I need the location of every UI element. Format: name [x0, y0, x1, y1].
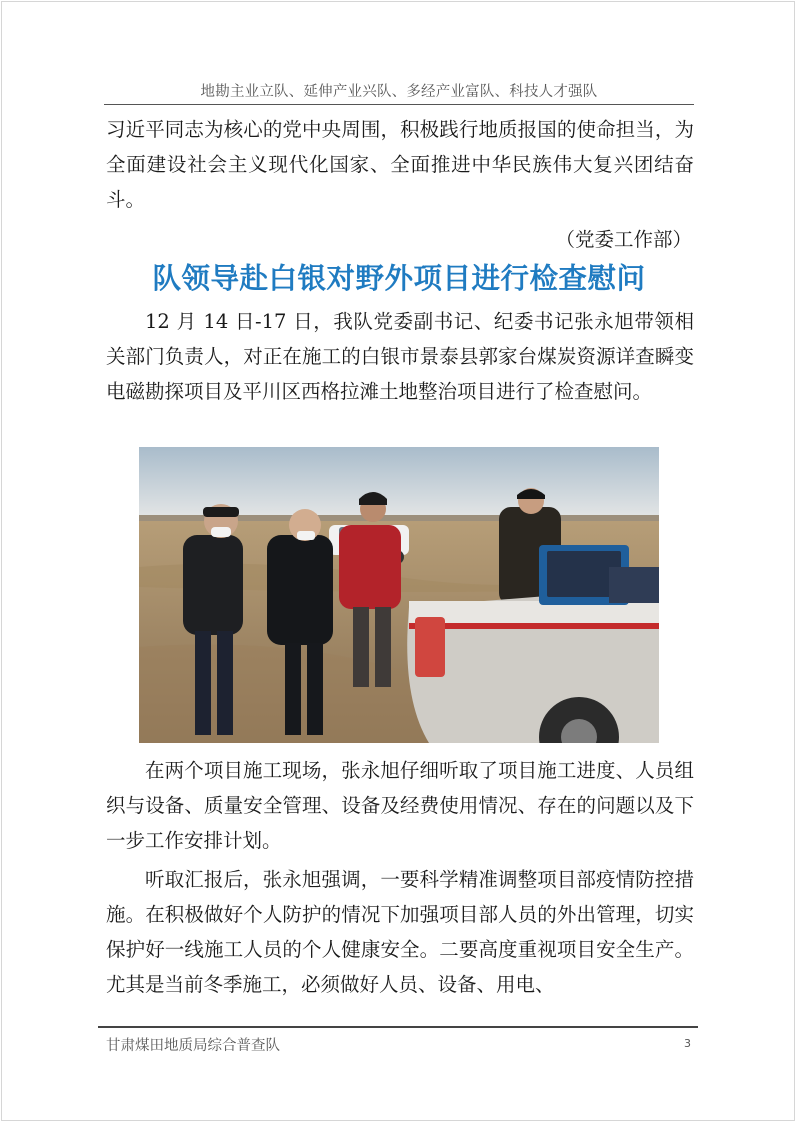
running-header: 地勘主业立队、延伸产业兴队、多经产业富队、科技人才强队	[200, 84, 598, 100]
footer-divider	[98, 1026, 698, 1028]
header-divider	[104, 104, 694, 105]
article-paragraph-2: 在两个项目施工现场，张永旭仔细听取了项目施工进度、人员组织与设备、质量安全管理、设备及经费使用情况、存在的问题以及下一步工作安排计划。	[106, 759, 694, 852]
continued-paragraph: 习近平同志为核心的党中央周围，积极践行地质报国的使命担当，为全面建设社会主义现代化国家、全面推进中华民族伟大复兴团结奋斗。	[106, 118, 694, 211]
department-signature: （党委工作部）	[555, 228, 692, 251]
article-paragraph-3: 听取汇报后，张永旭强调，一要科学精准调整项目部疫情防控措施。在积极做好个人防护的情况下加强项目部人员的外出管理，切实保护好一线施工人员的个人健康安全。二要高度重视项目安全生产。尤其是当前冬季施工，必须做好人员、设备、用电、	[106, 868, 694, 996]
field-inspection-photo	[139, 447, 659, 743]
page-number: 3	[684, 1037, 691, 1050]
pickup-truck	[407, 587, 659, 743]
footer-organization: 甘肃煤田地质局综合普查队	[106, 1038, 280, 1054]
article-paragraph-1: 12 月 14 日-17 日，我队党委副书记、纪委书记张永旭带领相关部门负责人，对正在施工的白银市景泰县郭家台煤炭资源详查瞬变电磁勘探项目及平川区西格拉滩土地整治项目进行了检查慰问。	[106, 310, 694, 403]
article-title: 队领导赴白银对野外项目进行检查慰问	[152, 261, 646, 295]
